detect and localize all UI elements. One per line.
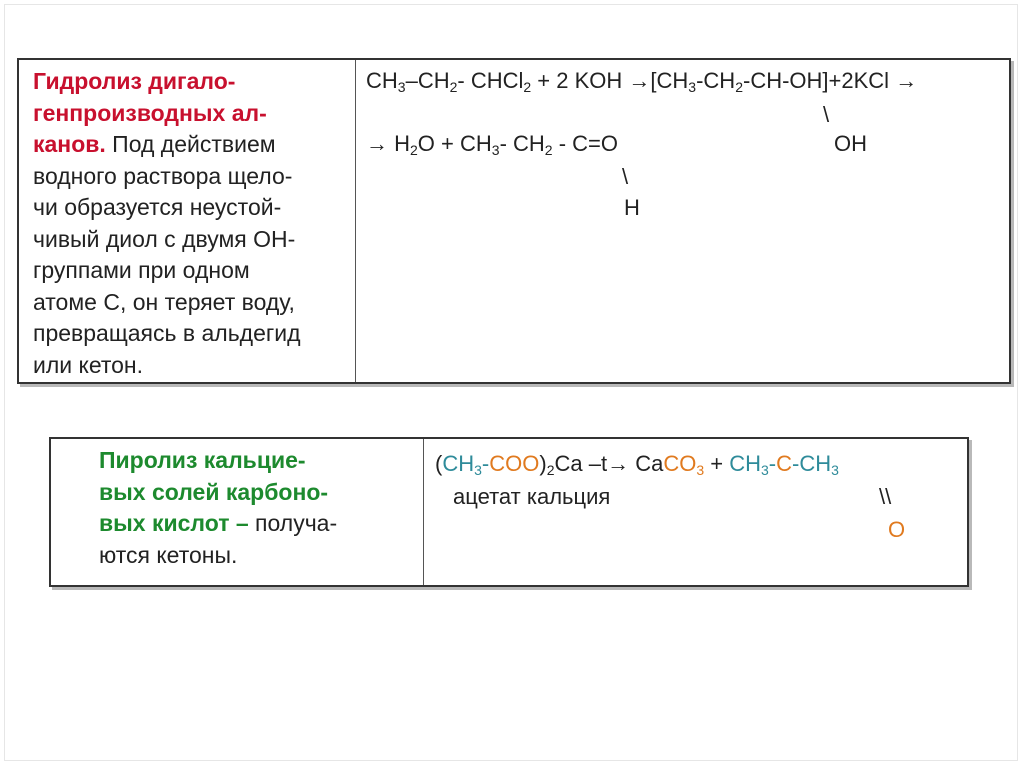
hydrolysis-description xyxy=(33,66,355,381)
double-bond-mark: \\ xyxy=(879,484,892,509)
pyrolysis-body-text: ются кетоны. xyxy=(99,541,238,568)
hydrolysis-line xyxy=(33,224,355,256)
hydrolysis-body-text: или кетон. xyxy=(33,351,144,378)
hydrolysis-equation-line-2: → $H_2O + CH_3-$ $CH_2 - C=O$ xyxy=(366,131,618,158)
hydrolysis-body-text: чивый диол с двумя ОН- xyxy=(33,225,296,252)
reaction-arrow-icon: → xyxy=(895,68,918,93)
reaction-arrow-icon: → xyxy=(366,131,388,156)
hydrolysis-equation-cell xyxy=(356,60,1009,382)
hydrolysis-body-text: превращаясь в альдегид xyxy=(33,320,301,346)
hydrolysis-line xyxy=(33,98,355,130)
hydrolysis-body-text: группами при одном xyxy=(33,257,250,283)
hydrolysis-line xyxy=(33,350,355,382)
hydroxyl-group: OH xyxy=(834,131,867,156)
pyrolysis-line xyxy=(99,477,423,509)
pyrolysis-heading-text: вых кислот – xyxy=(99,510,249,536)
hydrolysis-line xyxy=(33,129,355,161)
pyrolysis-line xyxy=(99,508,423,540)
pyrolysis-equation: $(CH_3-COO)_2Ca$ –t→ CaCO$_3$ + $CH_3-C-CH_3$ xyxy=(435,451,839,478)
bond-branch-h: \ xyxy=(622,164,629,189)
hydrolysis-line xyxy=(33,318,355,350)
hydrolysis-line xyxy=(33,161,355,193)
pyrolysis-body-text: получа- xyxy=(248,510,338,536)
pyrolysis-line xyxy=(99,445,423,477)
hydrolysis-description-cell xyxy=(19,60,356,382)
pyrolysis-description xyxy=(99,445,423,571)
pyrolysis-panel xyxy=(49,437,969,587)
calcium-acetate-caption: ацетат кальция xyxy=(453,484,611,509)
pyrolysis-heading-text: вых солей карбоно- xyxy=(99,478,329,505)
hydrolysis-body-text: Под действием xyxy=(105,131,276,157)
reaction-arrow-icon: → xyxy=(628,68,651,93)
hydrolysis-line xyxy=(33,255,355,287)
hydrolysis-heading-text: Гидролиз дигало- xyxy=(33,68,236,94)
hydrolysis-line xyxy=(33,287,355,319)
ketone-oxygen: O xyxy=(888,517,906,542)
reaction-arrow-icon: → xyxy=(607,451,630,476)
pyrolysis-description-cell xyxy=(51,439,424,585)
pyrolysis-equation-cell xyxy=(424,439,967,585)
hydrolysis-equation-line-1: $CH_3-CH_2-$ CHCl$_2$ + 2 KOH $\to[CH_3-CH_2-CH-OH]+2KCl$ → xyxy=(366,68,918,95)
hydrolysis-panel xyxy=(17,58,1011,384)
hydrolysis-heading-text: генпроизводных ал- xyxy=(33,99,267,126)
hydrolysis-line xyxy=(33,192,355,224)
pyrolysis-line xyxy=(99,540,423,572)
aldehyde-hydrogen: H xyxy=(624,195,640,220)
hydrolysis-body-text: чи образуется неустой- xyxy=(33,194,282,220)
pyrolysis-heading-text: Пиролиз кальцие- xyxy=(99,447,306,473)
bond-branch-oh: \ xyxy=(823,102,830,127)
hydrolysis-body-text: водного раствора щело- xyxy=(33,162,293,189)
hydrolysis-heading-text: канов. xyxy=(33,131,106,157)
hydrolysis-line xyxy=(33,66,355,98)
hydrolysis-body-text: атоме С, он теряет воду, xyxy=(33,288,295,315)
